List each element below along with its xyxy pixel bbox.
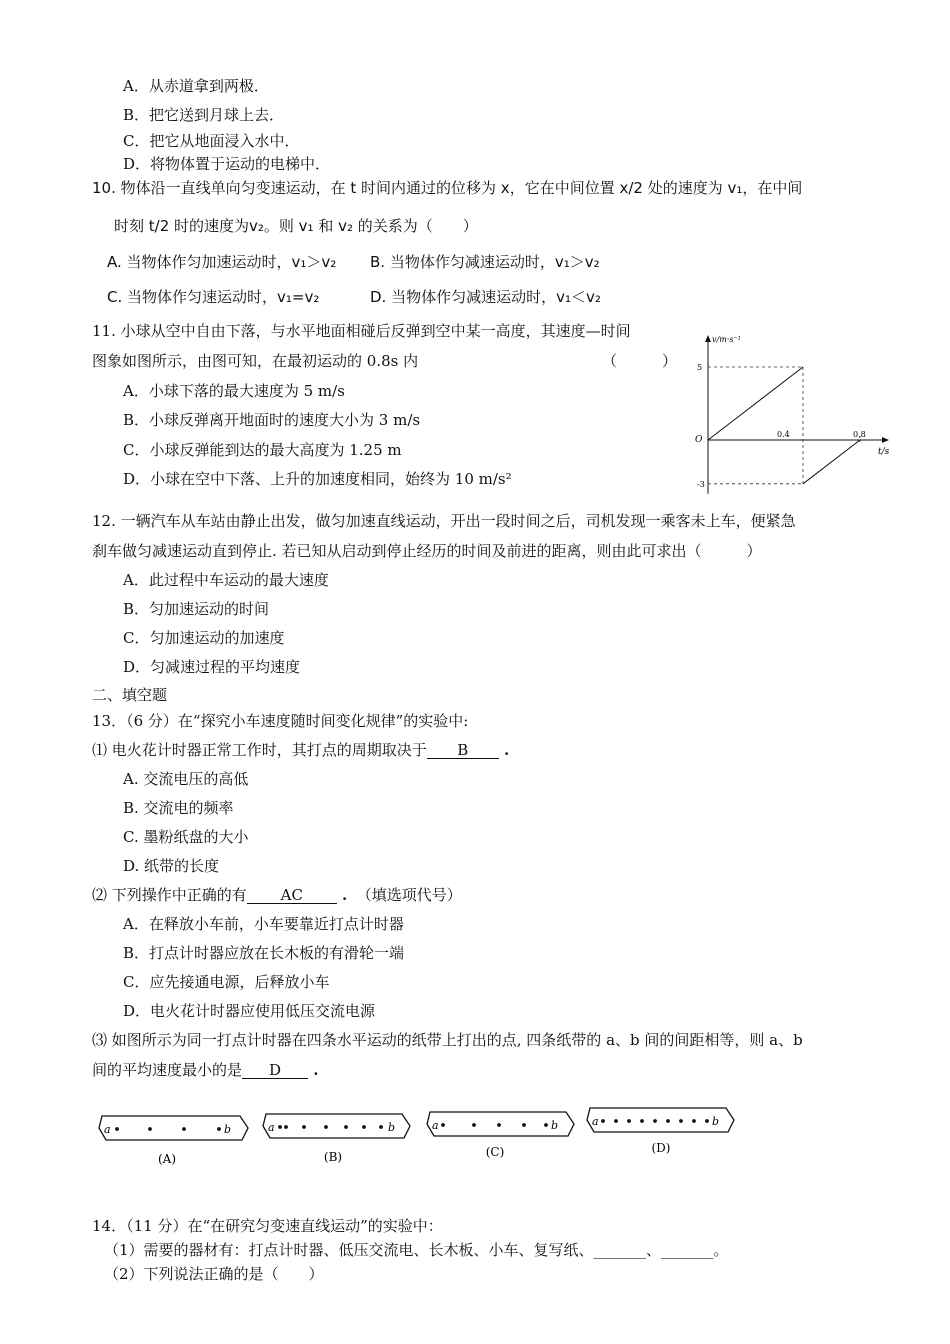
tape-b (263, 1114, 410, 1164)
q11-option-c: C．小球反弹能到达的最大高度为 1.25 m (123, 441, 402, 459)
q10-option-d: D. 当物体作匀减速运动时，v₁＜v₂ (370, 288, 601, 306)
q9-option-a: A．从赤道拿到两极． (123, 77, 269, 95)
q13-part3-line1: ⑶ 如图所示为同一打点计时器在四条水平运动的纸带上打出的点, 四条纸带的 a、b 间的间距相等，则 a、b (92, 1031, 803, 1049)
section-heading: 二、填空题 (92, 686, 168, 704)
q11-answer-bracket: （ ） (602, 352, 678, 370)
q13-part2-option-c: C．应先接通电源，后释放小车 (123, 973, 330, 991)
tape-a-label-a: a (104, 1123, 111, 1136)
velocity-time-graph (688, 330, 898, 500)
q13-part3-line2: 间的平均速度最小的是 D . (92, 1061, 319, 1079)
q13-part2-option-b: B．打点计时器应放在长木板的有滑轮一端 (123, 944, 405, 962)
y-axis-arrow (705, 335, 711, 342)
tape-b-label-b: b (388, 1121, 396, 1134)
tape-c-label-b: b (551, 1119, 559, 1132)
y-tick-label: 5 (697, 363, 703, 372)
q11-option-d: D．小球在空中下落、上升的加速度相同，始终为 10 m/s² (123, 470, 512, 488)
tape-d-label-b: b (712, 1115, 720, 1128)
q14-title: 14．（11 分）在“在研究匀变速直线运动”的实验中： (92, 1217, 443, 1235)
tape-a (99, 1116, 248, 1166)
tape-d (587, 1108, 734, 1155)
q13-part2-hint: （填选项代号） (356, 886, 462, 904)
q13-part2-option-d: D．电火花计时器应使用低压交流电源 (123, 1002, 376, 1020)
q14-part1: （1）需要的器材有：打点计时器、低压交流电、长木板、小车、复写纸、_______、_______。 (104, 1241, 729, 1259)
y-axis-label: v/m·s⁻¹ (712, 335, 741, 344)
q13-part2-option-a: A．在释放小车前，小车要靠近打点计时器 (123, 915, 404, 933)
q13-part3-answer: D (242, 1062, 308, 1079)
q11-stem-line1: 11. 小球从空中自由下落，与水平地面相碰后反弹到空中某一高度，其速度—时间 (92, 322, 631, 340)
q10-option-b: B. 当物体作匀减速运动时，v₁＞v₂ (370, 253, 600, 271)
tape-c-label-a: a (432, 1119, 439, 1132)
q10-option-a: A. 当物体作匀加速运动时，v₁＞v₂ (107, 253, 337, 271)
q14-part2: （2）下列说法正确的是（ ） (104, 1265, 324, 1283)
y-tick-label: -3 (697, 479, 705, 489)
q10-stem-line2: 时刻 t/2 时的速度为v₂。则 v₁ 和 v₂ 的关系为（ ） (114, 217, 478, 235)
origin-label: O (695, 435, 703, 445)
q10-stem-line1: 10. 物体沿一直线单向匀变速运动，在 t 时间内通过的位移为 x，它在中间位置 x/2 处的速度为 v₁，在中间 (92, 179, 803, 197)
q13-part1: ⑴ 电火花计时器正常工作时，其打点的周期取决于 B . (92, 741, 510, 759)
q13-part1-option-c: C. 墨粉纸盘的大小 (123, 828, 249, 846)
q13-part2: ⑵ 下列操作中正确的有 AC . （填选项代号） (92, 886, 462, 904)
tape-d-label-a: a (592, 1115, 599, 1128)
q13-part1-option-a: A. 交流电压的高低 (123, 770, 249, 788)
x-axis-arrow (882, 437, 889, 443)
q13-part1-answer: B (427, 742, 499, 759)
tape-c (427, 1112, 574, 1159)
tape-d-caption: (D) (651, 1141, 671, 1155)
q11-stem-line2: 图象如图所示，由图可知，在最初运动的 0.8s 内 (92, 352, 419, 370)
q13-part1-prompt: ⑴ 电火花计时器正常工作时，其打点的周期取决于 (92, 741, 427, 759)
q12-option-a: A．此过程中车运动的最大速度 (123, 571, 329, 589)
paper-tapes-figure (90, 1100, 750, 1175)
q13-part1-option-b: B. 交流电的频率 (123, 799, 234, 817)
q12-option-d: D．匀减速过程的平均速度 (123, 658, 301, 676)
tape-b-label-a: a (268, 1121, 275, 1134)
q13-part2-prompt: ⑵ 下列操作中正确的有 (92, 886, 247, 904)
q12-option-b: B．匀加速运动的时间 (123, 600, 270, 618)
q13-part1-option-d: D. 纸带的长度 (123, 857, 220, 875)
q13-part2-answer: AC (247, 887, 337, 904)
q12-stem-line2: 刹车做匀减速运动直到停止. 若已知从启动到停止经历的时间及前进的距离，则由此可求出（ ） (92, 542, 762, 560)
x-tick-label: 0.4 (777, 430, 790, 439)
tape-b-caption: (B) (323, 1150, 343, 1164)
q9-option-c: C．把它从地面浸入水中． (123, 132, 300, 150)
q11-option-a: A．小球下落的最大速度为 5 m/s (123, 382, 345, 400)
q10-option-c: C. 当物体作匀速运动时，v₁=v₂ (107, 288, 320, 306)
tape-a-caption: (A) (157, 1152, 177, 1166)
q9-option-b: B．把它送到月球上去． (123, 106, 285, 124)
q13-title: 13．（6 分）在“探究小车速度随时间变化规律”的实验中: (92, 712, 469, 730)
x-tick-label: 0.8 (853, 430, 866, 439)
series-line-2 (803, 440, 860, 484)
x-axis-label: t/s (878, 447, 890, 457)
q12-option-c: C．匀加速运动的加速度 (123, 629, 285, 647)
q13-part3-prompt: 间的平均速度最小的是 (92, 1061, 243, 1079)
q9-option-d: D．将物体置于运动的电梯中． (123, 155, 331, 173)
q11-option-b: B．小球反弹离开地面时的速度大小为 3 m/s (123, 411, 421, 429)
tape-a-label-b: b (224, 1123, 232, 1136)
tape-c-caption: (C) (485, 1145, 505, 1159)
q12-stem-line1: 12. 一辆汽车从车站由静止出发，做匀加速直线运动，开出一段时间之后，司机发现一乘客未上车，便紧急 (92, 512, 796, 530)
